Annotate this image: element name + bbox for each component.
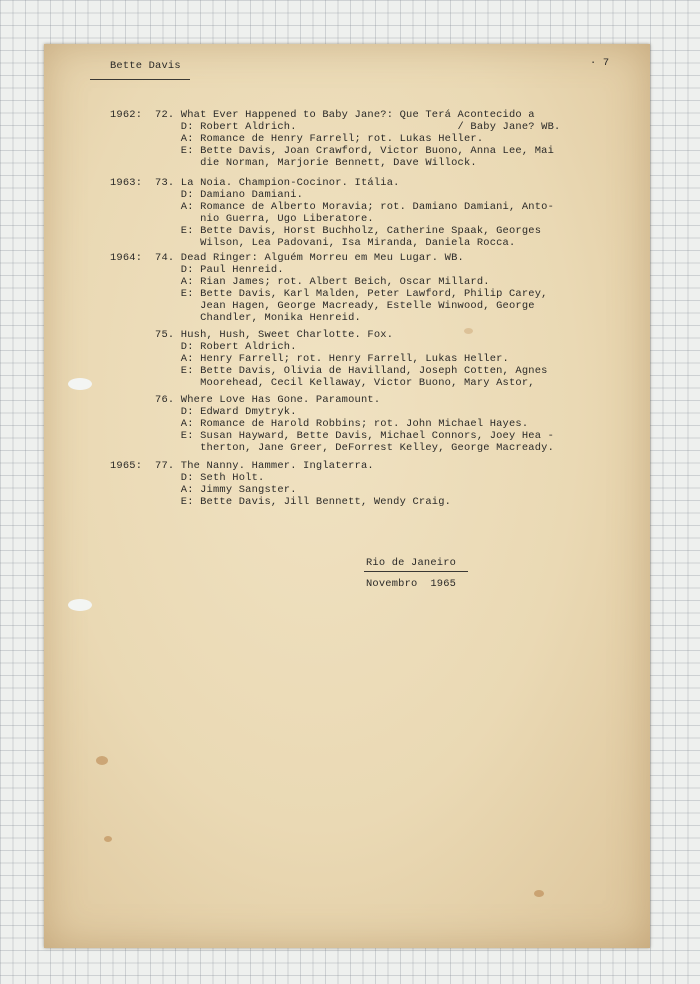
entry-line: therton, Jane Greer, DeForrest Kelley, George Macready. [110, 442, 555, 454]
stain-mark [464, 328, 473, 334]
entry-line: 76. Where Love Has Gone. Paramount. [110, 394, 381, 406]
entry-line: Wilson, Lea Padovani, Isa Miranda, Daniela Rocca. [110, 237, 516, 249]
header-underline [90, 79, 190, 80]
entry-line: E: Bette Davis, Karl Malden, Peter Lawford, Philip Carey, [110, 288, 548, 300]
entry-line: D: Robert Aldrich. [110, 341, 297, 353]
entry-line: nio Guerra, Ugo Liberatore. [110, 213, 374, 225]
entry-line: 1964: 74. Dead Ringer: Alguém Morreu em Meu Lugar. WB. [110, 252, 464, 264]
entry-line: D: Seth Holt. [110, 472, 265, 484]
entry-line: D: Edward Dmytryk. [110, 406, 297, 418]
entry-line: 1965: 77. The Nanny. Hammer. Inglaterra. [110, 460, 374, 472]
page-number: · 7 [590, 57, 610, 69]
entry-line: Moorehead, Cecil Kellaway, Victor Buono, Mary Astor, [110, 377, 535, 389]
entry-line: Jean Hagen, George Macready, Estelle Winwood, George [110, 300, 535, 312]
entry-line: A: Jimmy Sangster. [110, 484, 297, 496]
entry-line: A: Romance de Alberto Moravia; rot. Damiano Damiani, Anto- [110, 201, 555, 213]
entry-line: A: Romance de Henry Farrell; rot. Lukas Heller. [110, 133, 484, 145]
entry-line: E: Bette Davis, Horst Buchholz, Catherine Spaak, Georges [110, 225, 542, 237]
entry-line: A: Henry Farrell; rot. Henry Farrell, Lukas Heller. [110, 353, 509, 365]
entry-line: D: Paul Henreid. [110, 264, 284, 276]
entry-line: A: Rian James; rot. Albert Beich, Oscar Millard. [110, 276, 490, 288]
signoff-underline [364, 571, 468, 572]
entry-line: D: Robert Aldrich. / Baby Jane? WB. [110, 121, 561, 133]
entry-line: A: Romance de Harold Robbins; rot. John Michael Hayes. [110, 418, 529, 430]
stain-mark [96, 756, 108, 765]
entry-line: Chandler, Monika Henreid. [110, 312, 361, 324]
entry-line: E: Bette Davis, Jill Bennett, Wendy Craig. [110, 496, 452, 508]
entry-line: E: Bette Davis, Joan Crawford, Victor Buono, Anna Lee, Mai [110, 145, 555, 157]
entry-line: die Norman, Marjorie Bennett, Dave Willock. [110, 157, 477, 169]
entry-line: 75. Hush, Hush, Sweet Charlotte. Fox. [110, 329, 394, 341]
stain-mark [534, 890, 544, 897]
entry-line: 1962: 72. What Ever Happened to Baby Jane?: Que Terá Acontecido a [110, 109, 535, 121]
stain-mark [104, 836, 112, 842]
signoff-place: Rio de Janeiro [366, 557, 457, 569]
entry-line: E: Bette Davis, Olivia de Havilland, Joseph Cotten, Agnes [110, 365, 548, 377]
signoff-date: Novembro 1965 [366, 578, 457, 590]
entry-line: E: Susan Hayward, Bette Davis, Michael Connors, Joey Hea - [110, 430, 555, 442]
entry-line: 1963: 73. La Noia. Champion-Cocinor. Itália. [110, 177, 400, 189]
punch-hole [68, 599, 92, 611]
header-name: Bette Davis [110, 60, 181, 72]
entry-line: D: Damiano Damiani. [110, 189, 304, 201]
punch-hole [68, 378, 92, 390]
